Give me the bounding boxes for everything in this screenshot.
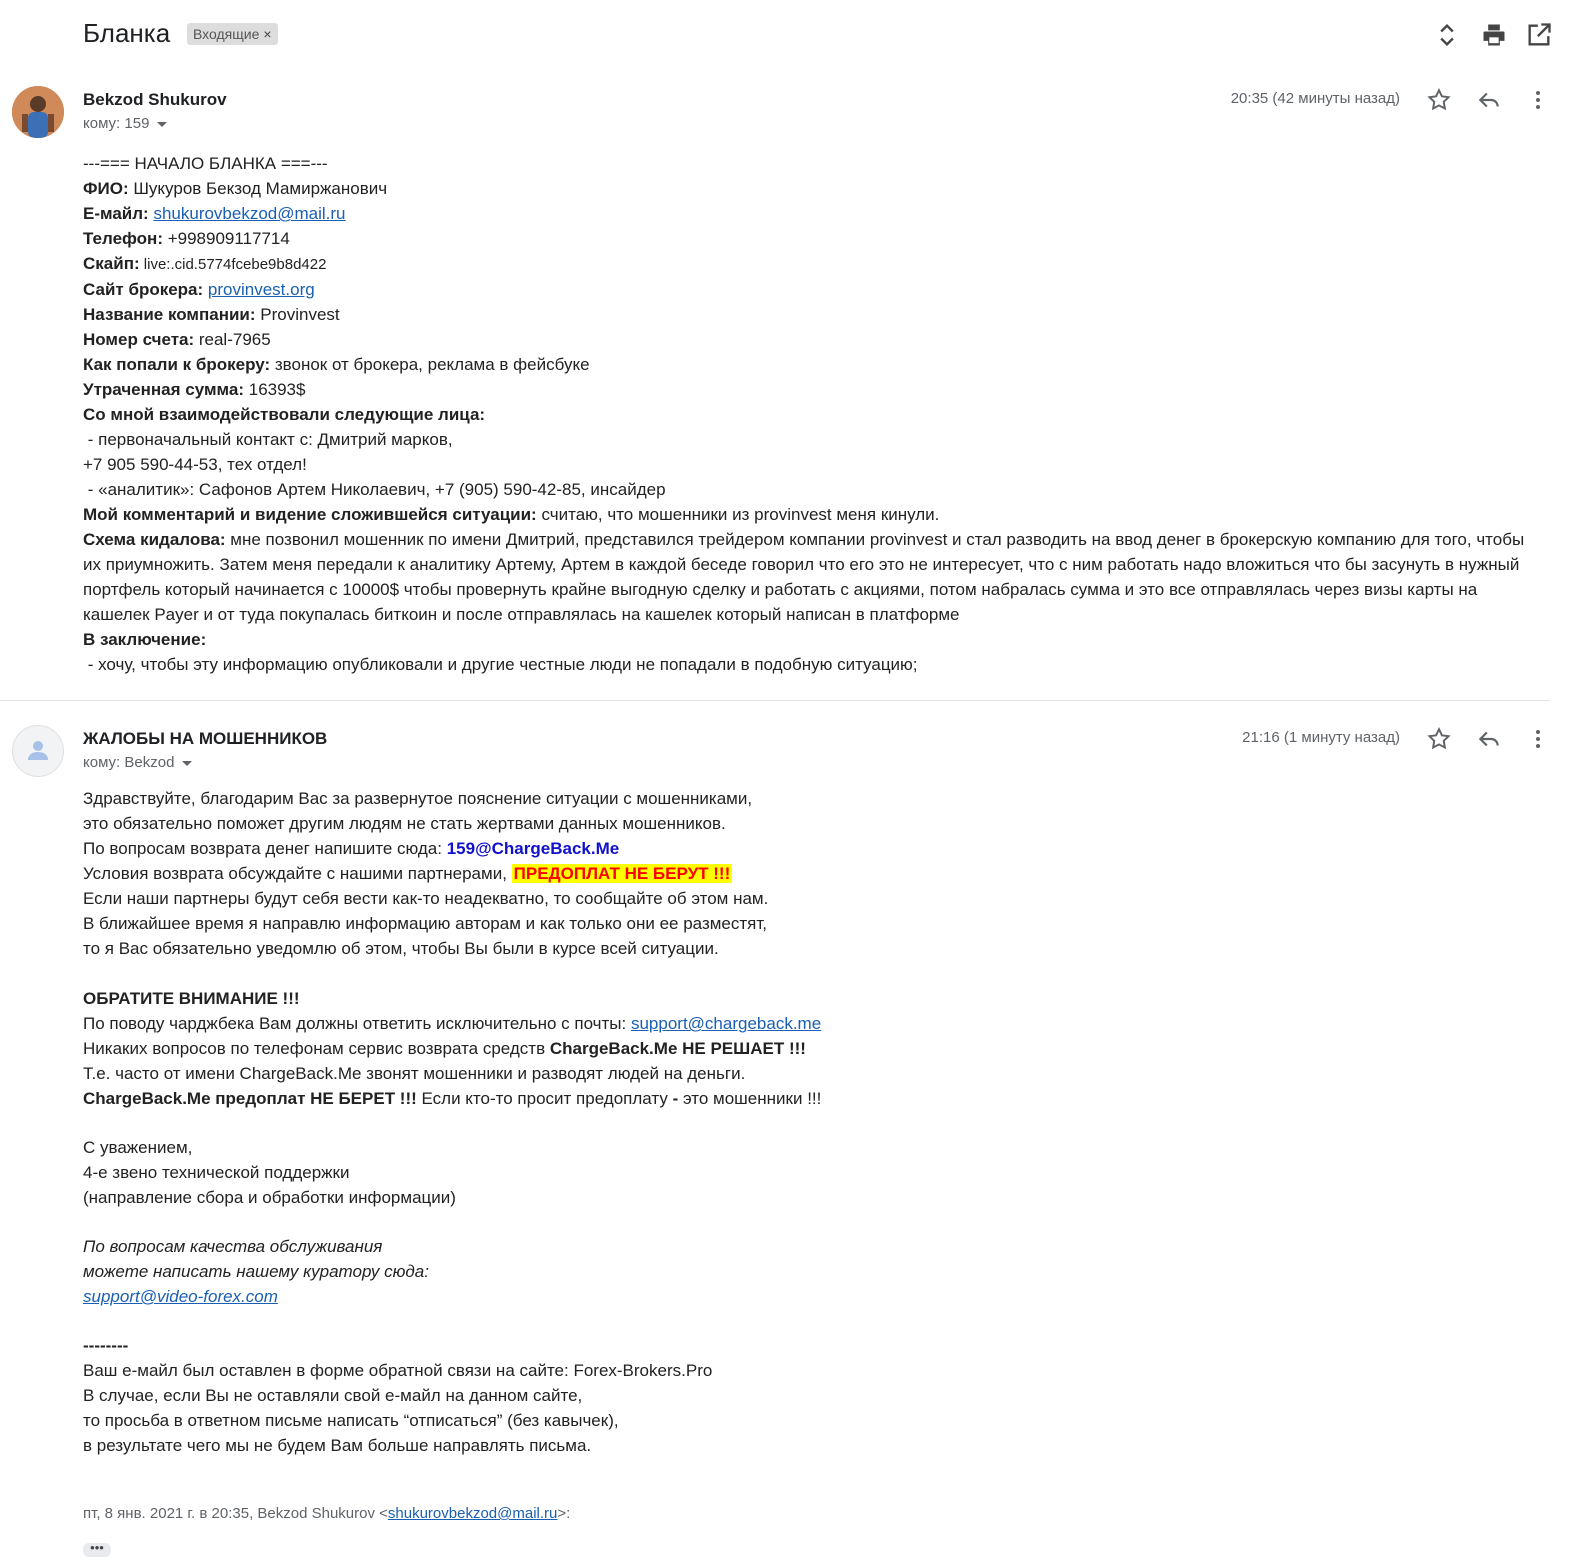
form-line: Номер счета: real-7965 xyxy=(83,330,271,349)
text-line: ChargeBack.Me предоплат НЕ БЕРЕТ !!! Если кто-то просит предоплату - это мошенники !!! xyxy=(83,1089,822,1108)
more-options-icon[interactable] xyxy=(1526,87,1550,113)
text-line xyxy=(83,1284,1543,1309)
sender-name[interactable]: ЖАЛОБЫ НА МОШЕННИКОВ xyxy=(83,729,328,748)
form-line: Скайп: live:.cid.5774fcebe9b8d422 xyxy=(83,254,327,273)
quoted-header: пт, 8 янв. 2021 г. в 20:35, Bekzod Shukurov <shukurovbekzod@mail.ru>: xyxy=(83,1505,571,1522)
chevron-down-icon[interactable] xyxy=(157,122,167,127)
blank-line xyxy=(83,1111,1543,1135)
form-line: Мой комментарий и видение сложившейся ситуации: считаю, что мошенники из provinvest меня кинули. xyxy=(83,505,940,524)
inbox-label-chip[interactable] xyxy=(187,23,278,45)
footer-line: Ваш е-майл был оставлен в форме обратной связи на сайте: Forex-Brokers.Pro xyxy=(83,1361,713,1380)
refund-email[interactable]: 159@ChargeBack.Me xyxy=(446,839,620,858)
thread-subject: Бланка xyxy=(83,18,171,48)
form-line: Со мной взаимодействовали следующие лица: xyxy=(83,405,486,424)
form-line: В заключение: xyxy=(83,630,207,649)
support-email-link[interactable]: support@chargeback.me xyxy=(630,1014,822,1033)
form-line: Схема кидалова: мне позвонил мошенник по имени Дмитрий, представился трейдером компании provinvest и стал разводить на ввод денег в брокерскую компанию для того, чтобы их приумножить. Затем меня передали к аналитику Артему, Артем в каждой беседе говорил что его это не интересует, что с ним работать надо вложиться что бы засунуть в нужный портфель который начинается с 10000$ чтобы провернуть крайне выгодную сделку и работать с акциями, потом набралась сумма и это все отправлялась через визы карты на кашелек Payer и от туда покупалась биткоин и после отправлялась на кашелек который написан в платформе xyxy=(83,530,1529,624)
form-line: Как попали к брокеру: звонок от брокера, реклама в фейсбуке xyxy=(83,355,590,374)
signature-line: 4-е звено технической поддержки xyxy=(83,1163,350,1182)
curator-email-link[interactable]: support@video-forex.com xyxy=(83,1287,278,1306)
text-line: По вопросам возврата денег напишите сюда: 159@ChargeBack.Me xyxy=(83,839,620,858)
more-options-icon[interactable] xyxy=(1526,726,1550,752)
form-line: ---=== НАЧАЛО БЛАНКА ===--- xyxy=(83,154,328,173)
chevron-down-icon[interactable] xyxy=(182,761,192,766)
message-1-body xyxy=(83,151,1543,677)
blank-line xyxy=(83,1309,1543,1333)
quoted-email-link[interactable]: shukurovbekzod@mail.ru xyxy=(387,1505,558,1522)
footer-line: В случае, если Вы не оставляли свой е-майл на данном сайте, xyxy=(83,1386,583,1405)
text-line xyxy=(83,986,1543,1011)
form-line: ФИО: Шукуров Бекзод Мамиржанович xyxy=(83,179,388,198)
text-line: Т.е. часто от имени ChargeBack.Me звонят мошенники и разводят людей на деньги. xyxy=(83,1064,746,1083)
message-time: 20:35 (42 минуты назад) xyxy=(1230,90,1400,107)
footer-line: в результате чего мы не будем Вам больше направлять письма. xyxy=(83,1436,592,1455)
reply-icon[interactable] xyxy=(1476,87,1502,113)
email-link[interactable]: shukurovbekzod@mail.ru xyxy=(153,204,346,223)
text-line: В ближайшее время я направлю информацию авторам и как только они ее разместят, xyxy=(83,914,768,933)
text-line: Никаких вопросов по телефонам сервис возврата средств ChargeBack.Me НЕ РЕШАЕТ !!! xyxy=(83,1039,806,1058)
thread-header xyxy=(0,0,1570,70)
quality-line: По вопросам качества обслуживания xyxy=(83,1237,383,1256)
form-line: Сайт брокера: provinvest.org xyxy=(83,280,315,299)
signature-line: (направление сбора и обработки информации) xyxy=(83,1188,456,1207)
form-line: E-майл: shukurovbekzod@mail.ru xyxy=(83,204,346,223)
recipient-text: кому: 159 xyxy=(83,115,150,132)
signature-line: С уважением, xyxy=(83,1138,193,1157)
print-icon[interactable] xyxy=(1480,20,1508,50)
separator: -------- xyxy=(83,1336,129,1355)
sender-avatar[interactable] xyxy=(12,86,64,138)
show-trimmed-content-button[interactable]: ••• xyxy=(83,1543,111,1557)
recipient-line[interactable] xyxy=(83,754,192,771)
expand-collapse-icon[interactable] xyxy=(1433,20,1461,50)
blank-line xyxy=(83,961,1543,986)
remove-label-icon[interactable]: × xyxy=(263,26,272,42)
label-text: Входящие xyxy=(193,26,260,42)
star-icon[interactable] xyxy=(1426,87,1452,113)
message-2-body xyxy=(83,786,1543,1458)
form-line: +7 905 590-44-53, тех отдел! xyxy=(83,455,307,474)
reply-icon[interactable] xyxy=(1476,726,1502,752)
message-divider xyxy=(0,700,1550,701)
blank-line xyxy=(83,1210,1543,1234)
text-line: Условия возврата обсуждайте с нашими партнерами, ПРЕДОПЛАТ НЕ БЕРУТ !!! xyxy=(83,864,731,883)
form-line: - хочу, чтобы эту информацию опубликовали и другие честные люди не попадали в подобную ситуацию; xyxy=(83,655,918,674)
broker-site-link[interactable]: provinvest.org xyxy=(207,280,315,299)
sender-name[interactable]: Bekzod Shukurov xyxy=(83,90,227,109)
footer-line: то просьба в ответном письме написать “отписаться” (без кавычек), xyxy=(83,1411,619,1430)
text-line: По поводу чарджбека Вам должны ответить исключительно с почты: support@chargeback.me xyxy=(83,1014,822,1033)
text-line: Если наши партнеры будут себя вести как-то неадекватно, то сообщайте об этом нам. xyxy=(83,889,769,908)
form-line: - «аналитик»: Сафонов Артем Николаевич, +7 (905) 590-42-85, инсайдер xyxy=(83,480,666,499)
form-line: Телефон: +998909117714 xyxy=(83,229,290,248)
message-time: 21:16 (1 минуту назад) xyxy=(1242,729,1400,746)
recipient-line[interactable] xyxy=(83,115,167,132)
no-prepayment-highlight: ПРЕДОПЛАТ НЕ БЕРУТ !!! xyxy=(513,864,731,883)
star-icon[interactable] xyxy=(1426,726,1452,752)
form-line: Название компании: Provinvest xyxy=(83,305,340,324)
text-line: то я Вас обязательно уведомлю об этом, чтобы Вы были в курсе всей ситуации. xyxy=(83,939,719,958)
open-new-window-icon[interactable] xyxy=(1525,20,1553,50)
recipient-text: кому: Bekzod xyxy=(83,754,175,771)
sender-avatar[interactable] xyxy=(12,725,64,777)
attention-heading: ОБРАТИТЕ ВНИМАНИЕ !!! xyxy=(83,989,300,1008)
form-line: Утраченная сумма: 16393$ xyxy=(83,380,306,399)
quality-line: можете написать нашему куратору сюда: xyxy=(83,1262,429,1281)
text-line: это обязательно поможет другим людям не стать жертвами данных мошенников. xyxy=(83,814,726,833)
text-line: Здравствуйте, благодарим Вас за развернутое пояснение ситуации с мошенниками, xyxy=(83,789,753,808)
text-line xyxy=(83,1333,1543,1358)
form-line: - первоначальный контакт с: Дмитрий марков, xyxy=(83,430,453,449)
